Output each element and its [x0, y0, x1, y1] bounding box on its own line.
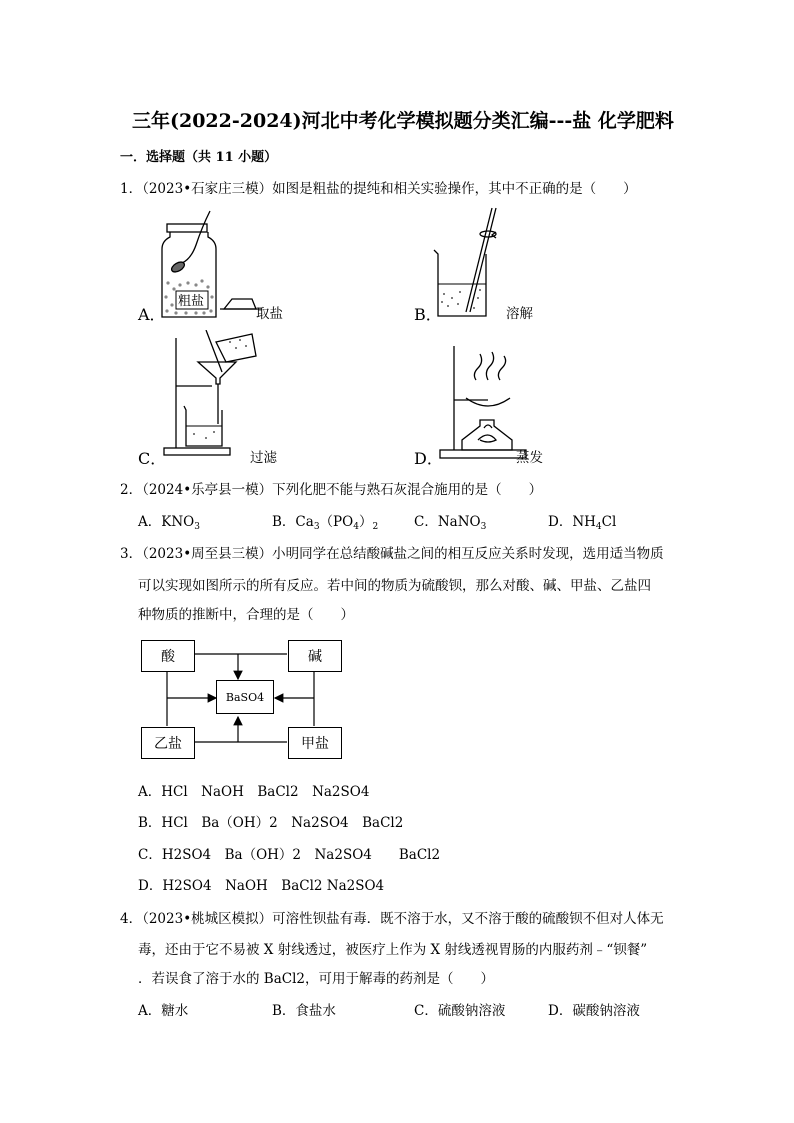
q1-b-figure: [430, 202, 500, 322]
q1-option-d-label: 蒸发: [516, 450, 543, 466]
diagram-node-salt-a: 甲盐: [288, 727, 342, 759]
q2-stem: 2．（2024•乐亭县一模）下列化肥不能与熟石灰混合施用的是（ ）: [120, 482, 543, 498]
q1-stem: 1．（2023•石家庄三模）如图是粗盐的提纯和相关实验操作，其中不正确的是（ ）: [120, 181, 637, 197]
jar-label: 粗盐: [178, 294, 205, 309]
q3-option-b: B．HCl Ba（OH）2 Na2SO4 BaCl2: [138, 815, 404, 831]
diagram-node-acid: 酸: [141, 640, 195, 672]
q4-option-a: A．糖水: [138, 1003, 189, 1019]
diagram-node-salt-b: 乙盐: [141, 727, 195, 759]
q4-stem-line2: 毒，还由于它不易被 X 射线透过，被医疗上作为 X 射线透视胃肠的内服药剂﹣“钡餐”: [138, 942, 648, 958]
q4-option-c: C．硫酸钠溶液: [414, 1003, 506, 1019]
q1-option-a-letter: A．: [138, 305, 166, 324]
q1-option-c-letter: C．: [138, 449, 167, 468]
q3-stem-line3: 种物质的推断中，合理的是（ ）: [138, 607, 354, 623]
q1-option-c-label: 过滤: [250, 450, 277, 466]
q1-option-d-letter: D．: [414, 449, 443, 468]
q2-option-a: A．$KNO_3$: [138, 514, 200, 532]
q3-option-a: A．HCl NaOH BaCl2 Na2SO4: [138, 784, 370, 800]
page-title: 三年(2022-2024)河北中考化学模拟题分类汇编---盐 化学肥料: [132, 110, 674, 132]
q1-option-a-label: 取盐: [256, 306, 283, 322]
q3-option-d: D．H2SO4 NaOH BaCl2 Na2SO4: [138, 878, 385, 894]
q4-stem-line1: 4．（2023•桃城区模拟）可溶性钡盐有毒．既不溶于水，又不溶于酸的硫酸钡不但对人体无: [120, 911, 664, 927]
q2-option-d: D．$NH_4Cl$: [548, 514, 617, 532]
diagram-node-base: 碱: [288, 640, 342, 672]
section-heading: 一．选择题（共 11 小题）: [120, 150, 278, 165]
q3-option-c: C．H2SO4 Ba（OH）2 Na2SO4 BaCl2: [138, 847, 441, 863]
q1-option-b-letter: B．: [414, 305, 442, 324]
q1-option-b-label: 溶解: [506, 306, 533, 322]
q1-c-figure: [160, 330, 260, 462]
q3-stem-line2: 可以实现如图所示的所有反应。若中间的物质为硫酸钡，那么对酸、碱、甲盐、乙盐四: [138, 578, 651, 594]
q3-stem-line1: 3．（2023•周至县三模）小明同学在总结酸碱盐之间的相互反应关系时发现，选用适当物质: [120, 546, 664, 562]
q4-stem-line3: ．若误食了溶于水的 BaCl2，可用于解毒的药剂是（ ）: [138, 971, 494, 987]
q2-option-b: B．$Ca_3(PO_4)_2$: [272, 514, 379, 532]
q2-option-c: C．NaNO$_3$: [414, 514, 487, 532]
q4-option-b: B．食盐水: [272, 1003, 336, 1019]
q4-option-d: D．碳酸钠溶液: [548, 1003, 640, 1019]
diagram-node-center: BaSO4: [216, 680, 274, 714]
